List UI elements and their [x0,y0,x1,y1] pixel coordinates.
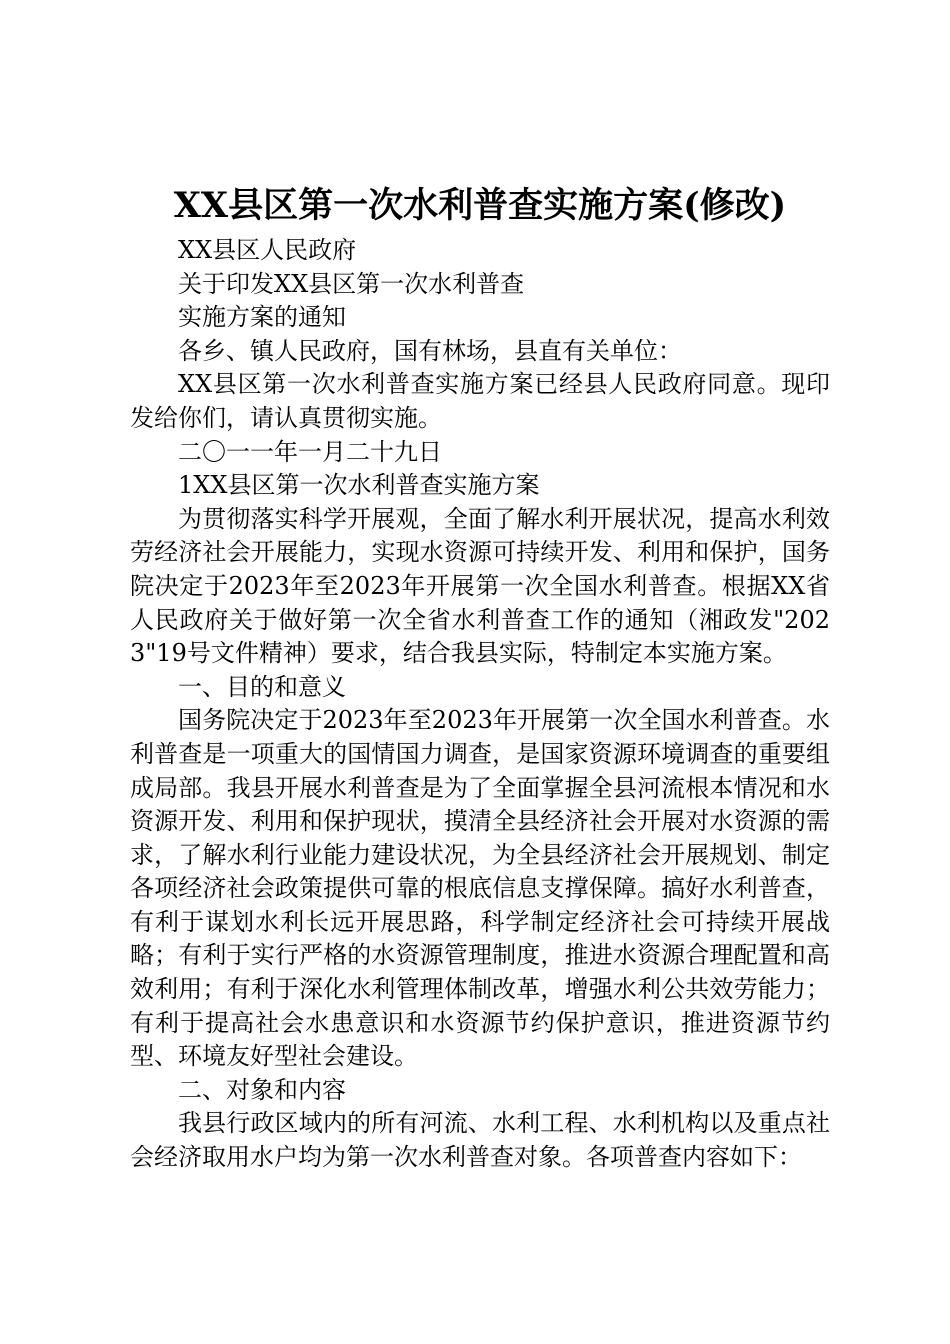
paragraph-notice-title-2: 实施方案的通知 [178,303,346,332]
paragraph-plan-title: 1XX县区第一次水利普查实施方案 [178,471,540,500]
section-heading-purpose: 一、目的和意义 [178,672,346,701]
document-page [130,180,830,1175]
paragraph-addressees: 各乡、镇人民政府，国有林场，县直有关单位： [178,336,682,365]
paragraph-notice-body: XX县区第一次水利普查实施方案已经县人民政府同意。现印发给你们，请认真贯彻实施。 [130,370,830,432]
section-heading-scope: 二、对象和内容 [178,1075,346,1104]
paragraph-intro: 为贯彻落实科学开展观，全面了解水利开展状况，提高水利效劳经济社会开展能力，实现水资源可持续开发、利用和保护，国务院决定于2023年至2023年开展第一次全国水利普查。根据XX省人民政府关于做好第一次全省水利普查工作的通知（湘政发"2023"19号文件精神）要求，结合我县实际，特制定本实施方案。 [130,504,830,668]
paragraph-scope: 我县行政区域内的所有河流、水利工程、水利机构以及重点社会经济取用水户均为第一次水利普查对象。各项普查内容如下： [130,1109,830,1172]
paragraph-notice-title-1: 关于印发XX县区第一次水利普查 [178,269,525,298]
paragraph-purpose: 国务院决定于2023年至2023年开展第一次全国水利普查。水利普查是一项重大的国情国力调查，是国家资源环境调查的重要组成局部。我县开展水利普查是为了全面掌握全县河流根本情况和水资源开发、利用和保护现状，摸清全县经济社会开展对水资源的需求，了解水利行业能力建设状况，为全县经济社会开展规划、制定各项经济社会政策提供可靠的根底信息支撑保障。搞好水利普查，有利于谋划水利长远开展思路，科学制定经济社会可持续开展战略；有利于实行严格的水资源管理制度，推进水资源合理配置和高效利用；有利于深化水利管理体制改革，增强水利公共效劳能力；有利于提高社会水患意识和水资源节约保护意识，推进资源节约型、环境友好型社会建设。 [130,706,830,1071]
paragraph-issuer: XX县区人民政府 [178,236,357,264]
document-title: XX县区第一次水利普查实施方案(修改) [173,185,787,226]
paragraph-date: 二〇一一年一月二十九日 [178,437,442,466]
